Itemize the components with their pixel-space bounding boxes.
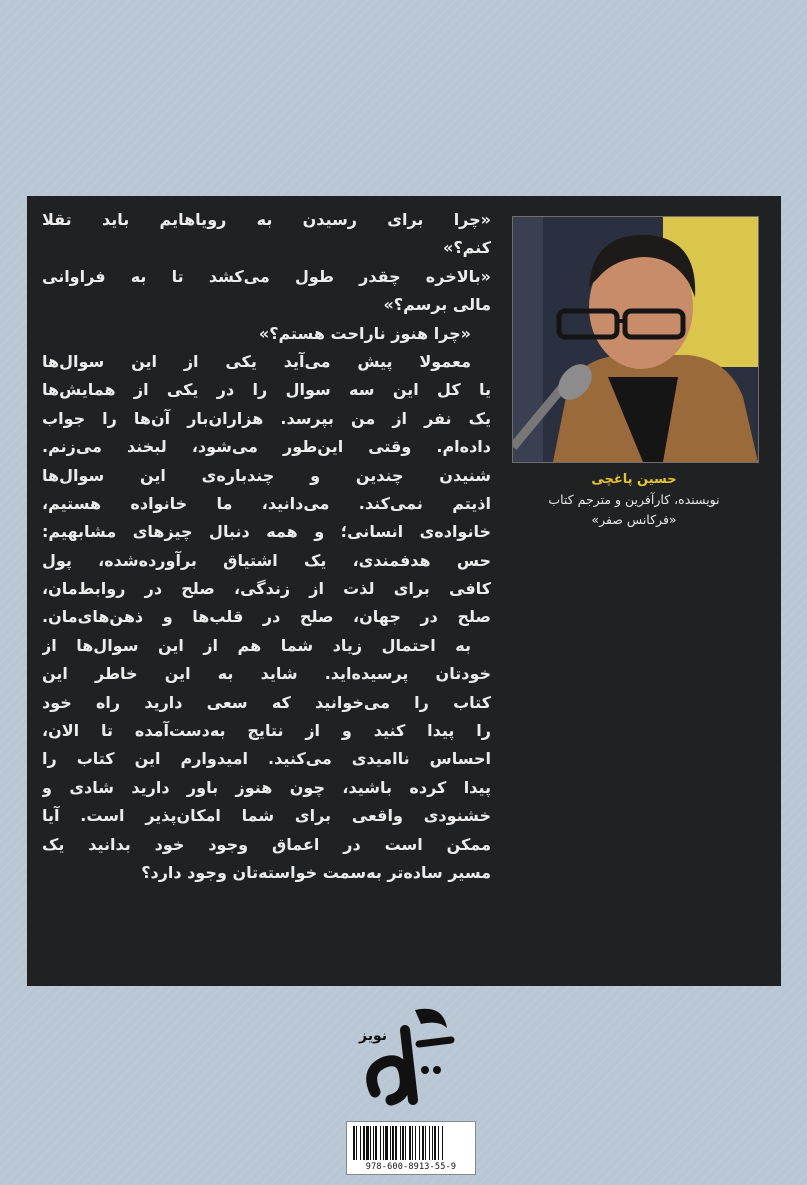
isbn-number: 978-600-8913-55-9 (365, 1162, 457, 1172)
publisher-logo-suffix: نویز (359, 1028, 387, 1044)
barcode-bar (366, 1126, 369, 1160)
barcode-bar (400, 1126, 401, 1160)
barcode-bar (434, 1126, 436, 1160)
barcode-bar (373, 1126, 374, 1160)
blurb-line: را پیدا کنید و از نتایج به‌دست‌آمده تا الان، (42, 721, 491, 741)
barcode-bar (390, 1126, 391, 1160)
blurb-line: کنم؟» (443, 238, 491, 258)
barcode-bar (442, 1126, 443, 1160)
blurb-line: کتاب را می‌خوانید که سعی دارید راه خود (42, 692, 491, 712)
barcode-bar (402, 1126, 404, 1160)
barcode-bar (405, 1126, 406, 1160)
blurb-line: یک نفر از من بپرسد. هزاران‌بار آن‌ها را جواب (42, 408, 491, 428)
barcode-bar (383, 1126, 384, 1160)
barcode-bar (419, 1126, 420, 1160)
publisher-logo (355, 1000, 455, 1110)
isbn-barcode (346, 1121, 476, 1175)
barcode-bar (392, 1126, 394, 1160)
blurb-line: داده‌ام. وقتی این‌طور می‌شود، لبخند می‌زنم. (42, 437, 491, 457)
barcode-bar (438, 1126, 439, 1160)
blurb-line: شنیدن چندین و چندباره‌ی این سوال‌ها (42, 465, 491, 485)
author-caption (500, 470, 768, 530)
barcode-bar (409, 1126, 411, 1160)
publisher-logo-mark (355, 1000, 455, 1110)
barcode-bar (375, 1126, 377, 1160)
barcode-bar (415, 1126, 416, 1160)
blurb-line: ممکن است در اعماق وجود خود بدانید یک (42, 834, 491, 854)
blurb-line: حس هدفمندی، یک اشتیاق برآورده‌شده، پول (42, 550, 491, 570)
blurb-line: خودتان پرسیده‌اید. شاید به این خاطر این (42, 664, 491, 684)
barcode-bar (432, 1126, 433, 1160)
blurb-line: «بالاخره چقدر طول می‌کشد تا به فراوانی (42, 266, 491, 286)
author-photo (512, 216, 759, 463)
blurb-line: اذیتم نمی‌کند. می‌دانید، ما خانواده هستیم، (42, 493, 491, 513)
author-name: حسین پاغچی (591, 472, 677, 487)
blurb-line: صلح در جهان، صلح در قلب‌ها و ذهن‌های‌مان. (42, 607, 491, 627)
barcode-bar (356, 1126, 357, 1160)
barcode-bar (353, 1126, 355, 1160)
barcode-bar (370, 1126, 371, 1160)
blurb-line: پیدا کرده باشید، چون هنوز باور دارید شادی و (42, 777, 491, 797)
barcode-bar (380, 1126, 381, 1160)
author-book: «فرکانس صفر» (591, 512, 677, 527)
blurb-line: «چرا هنوز ناراحت هستم؟» (258, 323, 471, 343)
barcode-bar (385, 1126, 388, 1160)
blurb-line: کافی برای لذت از زندگی، صلح در روابط‌مان، (42, 579, 491, 599)
author-role: نویسنده، کارآفرین و مترجم کتاب (548, 492, 720, 507)
blurb-line: احساس ناامیدی می‌کنید. امیدوارم این کتاب را (42, 749, 491, 769)
blurb-line: به احتمال زیاد شما هم از این سوال‌ها از (42, 635, 471, 655)
barcode-bar (412, 1126, 413, 1160)
blurb-line: مسیر ساده‌تر به‌سمت خواسته‌تان وجود دارد؟ (141, 862, 491, 882)
blurb-line: یا کل این سه سوال را در یکی از همایش‌ها (42, 380, 491, 400)
barcode-bar (363, 1126, 365, 1160)
blurb-line: «چرا برای رسیدن به رویاهایم باید تقلا (42, 210, 491, 229)
blurb-line: خشنودی واقعی برای شما امکان‌پذیر است. آیا (42, 806, 491, 826)
barcode-bar (429, 1126, 430, 1160)
blurb-line: خانواده‌ی انسانی؛ و همه دنبال چیزهای مشابهیم: (42, 522, 491, 542)
barcode-bar (422, 1126, 424, 1160)
blurb-line: معمولا پیش می‌آید یکی از این سوال‌ها (42, 351, 471, 371)
blurb-text (42, 206, 491, 887)
barcode-bar (395, 1126, 397, 1160)
blurb-line: مالی برسم؟» (383, 295, 491, 315)
author-portrait-image (513, 217, 758, 462)
barcode-bar (425, 1126, 426, 1160)
barcode-bar (360, 1126, 361, 1160)
barcode-bars (353, 1126, 469, 1160)
